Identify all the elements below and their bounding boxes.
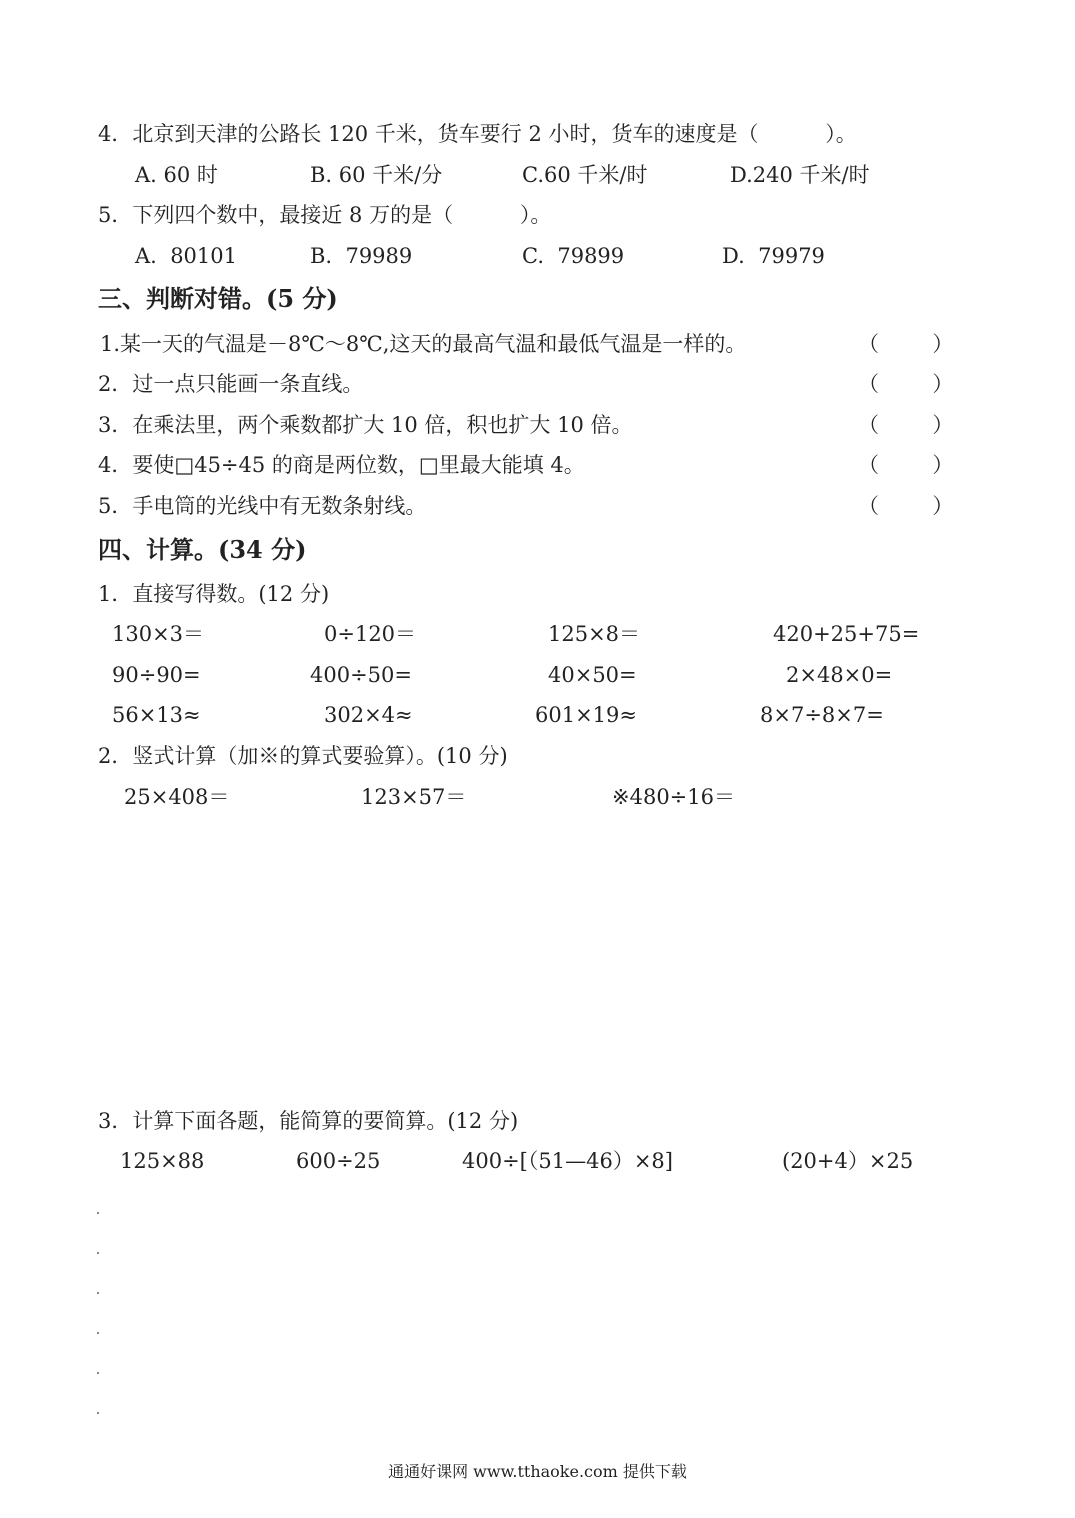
question-4-option-b: B. 60 千米/分 [310, 163, 443, 187]
judge-item-5-paren: （ ） [858, 494, 954, 518]
question-4-option-d: D.240 千米/时 [730, 163, 870, 187]
judge-item-2-paren: （ ） [858, 372, 954, 396]
section-3-title: 三、判断对错。(5 分) [98, 284, 338, 313]
judge-item-4: 4．要使□45÷45 的商是两位数，□里最大能填 4。 [98, 453, 585, 477]
simplify-calc-item: 400÷[（51—46）×8] [462, 1149, 673, 1173]
calc-part-3-title: 3．计算下面各题，能简算的要简算。(12 分) [98, 1109, 519, 1133]
calc-part-1-title: 1．直接写得数。(12 分) [98, 582, 330, 606]
mental-calc-item: 601×19≈ [535, 703, 637, 727]
mental-calc-item: 400÷50= [310, 663, 412, 687]
judge-item-3: 3．在乘法里，两个乘数都扩大 10 倍，积也扩大 10 倍。 [98, 413, 633, 437]
margin-mark [97, 1412, 99, 1414]
vertical-calc-item: 123×57＝ [361, 785, 467, 809]
judge-item-4-paren: （ ） [858, 453, 954, 477]
question-5-option-d: D. 79979 [722, 244, 825, 268]
judge-item-3-paren: （ ） [858, 413, 954, 437]
mental-calc-item: 90÷90= [112, 663, 201, 687]
vertical-calc-item: ※480÷16＝ [612, 785, 735, 809]
margin-mark [97, 1332, 99, 1334]
mental-calc-item: 40×50= [548, 663, 637, 687]
mental-calc-item: 2×48×0= [786, 663, 893, 687]
page-footer: 通通好课网 www.tthaoke.com 提供下载 [388, 1462, 687, 1481]
margin-mark [97, 1292, 99, 1294]
question-5-stem: 5．下列四个数中，最接近 8 万的是（ ）。 [98, 203, 552, 227]
judge-item-1: 1.某一天的气温是－8℃～8℃,这天的最高气温和最低气温是一样的。 [100, 332, 747, 356]
judge-item-2: 2．过一点只能画一条直线。 [98, 372, 364, 396]
margin-mark [97, 1212, 99, 1214]
margin-mark [97, 1372, 99, 1374]
question-5-option-c: C. 79899 [522, 244, 625, 268]
simplify-calc-item: 600÷25 [296, 1149, 381, 1173]
mental-calc-item: 56×13≈ [112, 703, 201, 727]
simplify-calc-item: (20+4）×25 [782, 1149, 914, 1173]
mental-calc-item: 8×7÷8×7= [760, 703, 884, 727]
question-4-option-a: A. 60 时 [135, 163, 218, 187]
mental-calc-item: 420+25+75= [773, 622, 920, 646]
question-5-option-a: A. 80101 [135, 244, 237, 268]
judge-item-5: 5．手电筒的光线中有无数条射线。 [98, 494, 427, 518]
simplify-calc-item: 125×88 [120, 1149, 205, 1173]
section-4-title: 四、计算。(34 分) [98, 535, 307, 564]
vertical-calc-item: 25×408＝ [124, 785, 230, 809]
mental-calc-item: 125×8＝ [548, 622, 641, 646]
mental-calc-item: 0÷120＝ [324, 622, 417, 646]
margin-mark [97, 1252, 99, 1254]
question-4-option-c: C.60 千米/时 [522, 163, 648, 187]
question-4-stem: 4．北京到天津的公路长 120 千米，货车要行 2 小时，货车的速度是（ ）。 [98, 122, 857, 146]
mental-calc-item: 302×4≈ [324, 703, 413, 727]
calc-part-2-title: 2．竖式计算（加※的算式要验算）。(10 分) [98, 744, 508, 768]
question-5-option-b: B. 79989 [310, 244, 413, 268]
judge-item-1-paren: （ ） [858, 332, 954, 356]
mental-calc-item: 130×3＝ [112, 622, 205, 646]
